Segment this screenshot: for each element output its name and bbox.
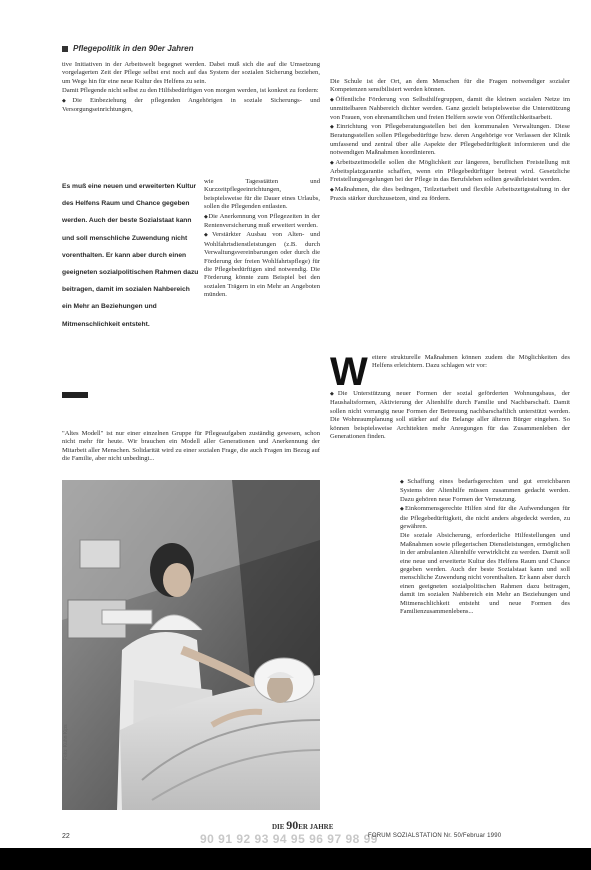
footer-publication: FORUM SOZIALSTATION Nr. 50/Februar 1990 <box>368 833 502 839</box>
bottom-black-bar <box>0 848 591 870</box>
column-b-mid <box>330 390 570 474</box>
column-a-narrow <box>204 178 320 426</box>
paragraph: eitere strukturelle Maßnahmen können zudem die Möglichkeiten des Helfens erleichtern. Dazu schlagen wir vor: <box>372 354 570 370</box>
column-a-top <box>62 61 320 176</box>
bullet-item: ◆ Maßnahmen, die dies bedingen, Teilzeitarbeit und flexible Arbeitszeitgestaltung in der Praxis stärker durchzusetzen, sind zu fördern. <box>330 186 570 204</box>
column-b-top <box>330 78 570 348</box>
bullet-item: ◆ Einrichtung von Pflegeberatungsstellen bei den kommunalen Verwaltungen. Diese Beratungsstellen sollen Pflegebedürftige bzw. deren Angehörige vor Verlassen der Klinik umfassend und zentral über alle Aspekte der Pflegebedürftigkeit informieren und die notwendigen Maßnahmen koordinieren. <box>330 123 570 158</box>
logo-prefix: DIE <box>272 823 285 831</box>
pull-quote-bar <box>62 392 88 398</box>
photo-illustration <box>62 480 320 810</box>
bullet-item: ◆ Einkommensgerechte Hilfen sind für die Aufwendungen für die Pflegebedürftigkeit, die nicht anders abgedeckt werden, zu gewähren. <box>400 505 570 531</box>
bullet-item: ◆ Die Unterstützung neuer Formen der sozial geförderten Wohnungsbaus, der Haushaltsformen, Aktivierung der Altenhilfe durch Familie und Nachbarschaft. Damit sollen nicht vorrangig neue Formen der Betreuung nachbarschaftlich unterstützt werden. Die Wohnraumplanung soll stärker auf die Belange aller älteren Bürger eingehen. So können beispielsweise Architekten mehr Anregungen für das Zusammenleben der Generationen finden. <box>330 390 570 441</box>
drop-cap: W <box>330 350 368 394</box>
paragraph: Damit Pflegende nicht selbst zu den Hilfsbedürftigen von morgen werden, ist konkret zu fordern: <box>62 87 319 95</box>
header-title: Pflegepolitik in den 90er Jahren <box>73 44 194 53</box>
logo-title <box>272 818 333 833</box>
column-a-bottom <box>62 430 320 474</box>
pull-quote: Es muß eine neuen und erweiterten Kultur des Helfens Raum und Chance gegeben werden. Auch der beste Sozialstaat kann und soll menschliche Zuwendung nicht vorenthalten. Er kann aber durch einen geeigneten sozialpolitischen Rahmen dazu beitragen, damit im sozialen Nahbereich ein Mehr an Beziehungen und Mitmenschlichkeit entsteht. <box>62 183 199 328</box>
bullet-item: ◆ Die Anerkennung von Pflegezeiten in der Rentenversicherung muß erweitert werden. <box>204 213 320 231</box>
photo-credit: Foto: Kuhn Kips <box>63 724 69 760</box>
bullet-item: ◆ Schaffung eines bedarfsgerechten und gut erreichbaren Systems der Altenhilfe müssen zusammen gedacht werden. Dazu gehören neue Formen der Vernetzung. <box>400 478 570 504</box>
page-number: 22 <box>62 833 70 840</box>
column-c <box>400 478 570 808</box>
paragraph: Die Schule ist der Ort, an dem Menschen für die Fragen notwendiger sozialer Kompetenzen sensibilisiert werden können. <box>330 78 570 94</box>
dropcap-paragraph <box>372 354 570 388</box>
logo-years: 90 91 92 93 94 95 96 97 98 99 <box>200 832 378 846</box>
paragraph: Die soziale Absicherung, erforderliche Hilfestellungen und Maßnahmen sowie pflegerischen Dienstleistungen, ermöglichen in der ambulanten Altenhilfe verwirklicht zu werden. Damit soll eine neue und erweiterte Kultur des Helfens Raum und Chance gegeben werden. Auch der beste Sozialstaat kann und soll menschliche Zuwendung nicht vorenthalten. Er kann aber durch einen geeigneten sozialpolitischen Rahmen dazu beitragen, damit im sozialen Nahbereich ein Mehr an Beziehungen und Mitmenschlichkeit entsteht und neue Formen des Familienzusammenlebens... <box>400 532 570 616</box>
bullet-item: ◆ Arbeitszeitmodelle sollen die Möglichkeit zur längeren, beruflichen Freistellung mit Arbeitsplatzgarantie schaffen, wenn ein Pflegebedürftiger betreut wird. Gesetzliche Freistellungsregelungen bei der Pflege in das Berufsleben sollten gewährleistet werden. <box>330 159 570 185</box>
paragraph: tive Initiativen in der Arbeitswelt begegnet werden. Dabei muß sich die auf die Umsetzung vorgelagerten Zeit der Pflege selbst erst noch auf das System der sozialen Sicherung beziehen, um Wege hin für eine neue Kultur des Helfens zu sein. <box>62 61 320 85</box>
logo-suffix: ER JAHRE <box>298 823 334 831</box>
bullet-item: ◆ Öffentliche Förderung von Selbsthilfegruppen, damit die kleinen sozialen Netze im unmittelbaren Nahbereich dichter werden. Ganz gezielt beispielsweise die Unterstützung von Frauen, von ehrenamtlichen und freien Helfern sowie von Öffentlichkeitsarbeit. <box>330 96 570 122</box>
square-bullet-icon <box>62 46 68 52</box>
photo-caregiver-bedside <box>62 480 320 810</box>
paragraph: "Altes Modell" ist nur einer einzelnen Gruppe für Pflegeaufgaben zuständig gewesen, schon nicht mehr für heute. Wir brauchen ein Modell aller Generationen und Anerkennung der Mitarbeit aller Menschen. Solidarität wird zu einer sozialen Frage, die auch Fragen im Bezug auf die Familie, aber nicht unbedingt... <box>62 430 320 463</box>
bullet-item: ◆ Verstärkter Ausbau von Alten- und Wohlfahrtsdienstleistungen (z.B. durch Verwaltungsvereinbarungen oder durch die Förderung der freien Wohlfahrtspflege) für die Pflegebedürftigen sind notwendig. Die Förderung könnte zum Beispiel bei den sozialen Trägern in ein Mehr an Angeboten münden. <box>204 231 320 299</box>
logo-number: 90 <box>286 818 299 832</box>
running-header <box>62 44 193 53</box>
bullet-item: ◆ Die Einbeziehung der pflegenden Angehörigen in soziale Sicherungs- und Versorgungseinrichtungen, <box>62 97 320 115</box>
paragraph: wie Tagesstätten und Kurzzeitpflegeeinrichtungen, beispielsweise für die Dauer eines Urlaubs, sollen die Pflegenden entlasten. <box>204 178 320 211</box>
